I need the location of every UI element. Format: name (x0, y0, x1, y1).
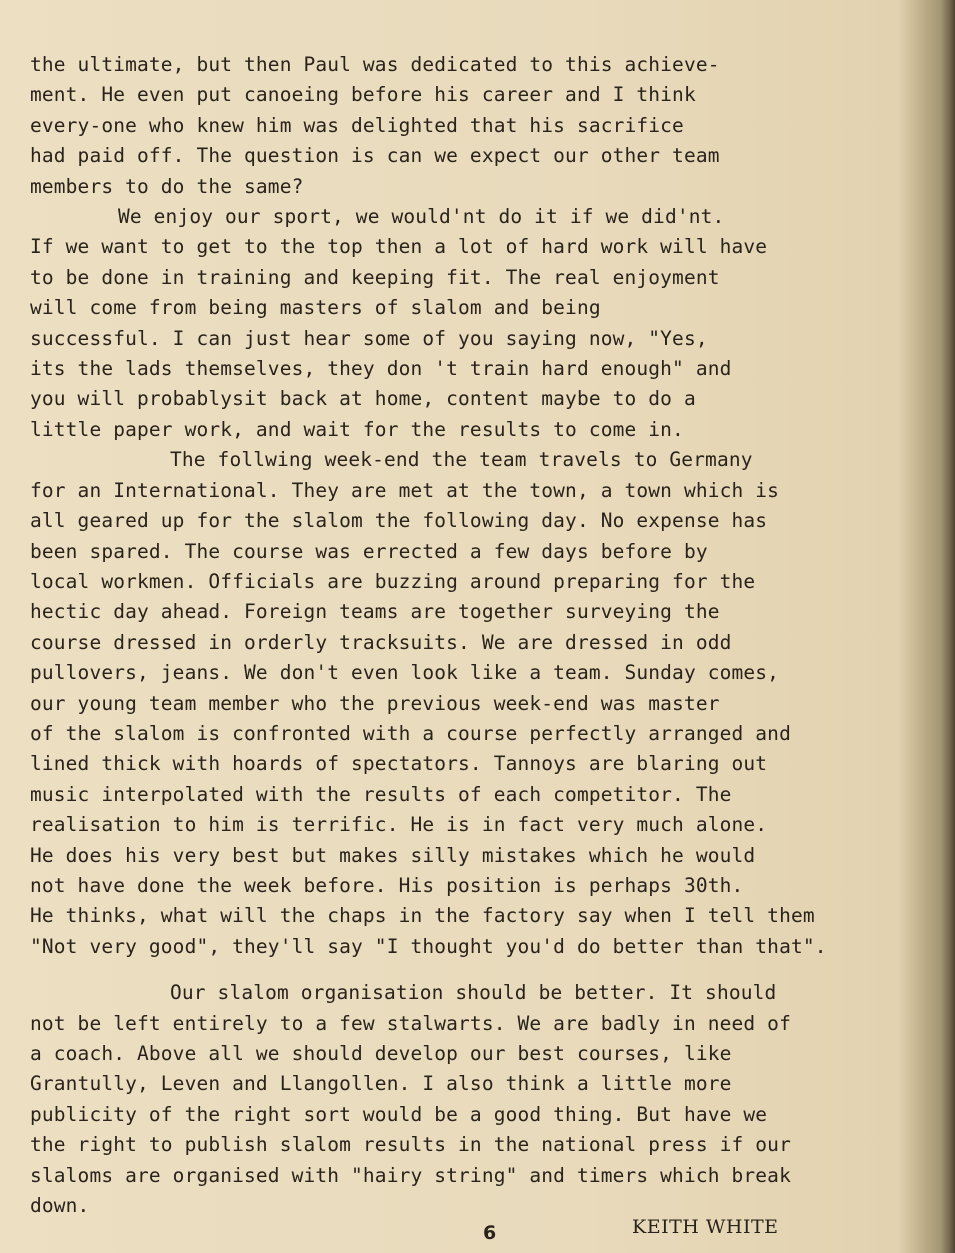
paragraph-4: Our slalom organisation should be better. It should not be left entirely to a few stalwarts. We are badly in need of a coach. Above all we should develop our best courses, like Grantully, Leven and Llangollen. I also think a little more publicity of the right sort would be a good thing. But have we the right to publish slalom results in the national press if our slaloms are organised with "hairy string" and timers which break down. (30, 981, 791, 1218)
paragraph-3: The follwing week-end the team travels to Germany for an International. They are met at the town, a town which is all geared up for the slalom the following day. No expense has been spared. The course was errected a few days before by local workmen. Officials are buzzing around preparing for the hectic day ahead. Foreign teams are together surveying the course dressed in orderly tracksuits. We are dressed in odd pullovers, jeans. We don't even look like a team. Sunday comes, our young team member who the previous week-end was master of the slalom is confronted with a course perfectly arranged and lined thick with hoards of spectators. Tannoys are blaring out music interpolated with the results of each competitor. The realisation to him is terrific. He is in fact very much alone. He does his very best but makes silly mistakes which he would not have done the week before. His position is perhaps 30th. He thinks, what will the chaps in the factory say when I tell them "Not very good", they'll say "I thought you'd do better than that". (30, 448, 827, 958)
page-footer (0, 1216, 955, 1252)
page-edge-shadow (941, 0, 955, 1253)
paragraph-1: the ultimate, but then Paul was dedicated to this achieve- ment. He even put canoeing before his career and I think every-one who knew him was delighted that his sacrifice had paid off. The question is can we expect our other team members to do the same? (30, 53, 720, 198)
paragraph-2: We enjoy our sport, we would'nt do it if we did'nt. If we want to get to the top then a lot of hard work will have to be done in training and keeping fit. The real enjoyment will come from being masters of slalom and being successful. I can just hear some of you saying now, "Yes, its the lads themselves, they don 't train hard enough" and you will probablysit back at home, content maybe to do a little paper work, and wait for the results to come in. (30, 205, 768, 441)
author-signature: KEITH WHITE (632, 1216, 779, 1238)
page-number: 6 (483, 1222, 497, 1244)
article-body (30, 50, 920, 1221)
